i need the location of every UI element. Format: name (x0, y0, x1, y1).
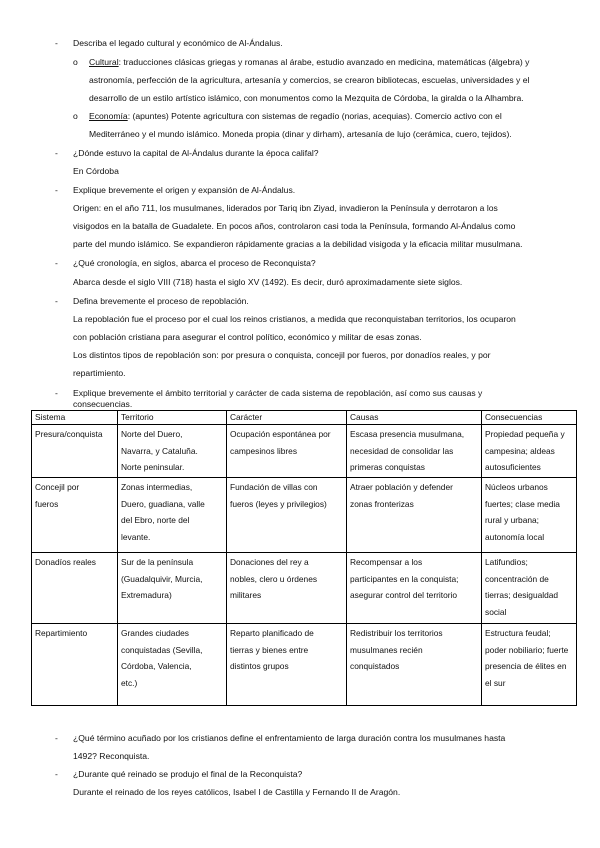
header-cell: Consecuencias (482, 411, 577, 425)
table-cell: Sur de la península (Guadalquivir, Murcia, Extremadura) (118, 553, 227, 624)
header-cell: Territorio (118, 411, 227, 425)
question-text: 1492? Reconquista. (73, 751, 150, 761)
table-cell: Estructura feudal; poder nobiliario; fuerte presencia de élites en el sur (482, 624, 577, 706)
question-text: ¿Dónde estuvo la capital de Al-Ándalus durante la época califal? (73, 148, 319, 158)
answer-text: Los distintos tipos de repoblación son: por presura o conquista, concejil por fueros, por donadíos reales, y por (73, 350, 491, 360)
table-cell: Reparto planificado de tierras y bienes entre distintos grupos (227, 624, 347, 706)
table-cell: Donaciones del rey a nobles, clero u órdenes militares (227, 553, 347, 624)
table-row (32, 478, 577, 553)
dash-marker: - (55, 388, 58, 398)
question-text: Explique brevemente el origen y expansión de Al-Ándalus. (73, 185, 296, 195)
question-text: Explique brevemente el ámbito territorial y carácter de cada sistema de repoblación, así como sus causas y (73, 388, 483, 398)
table-cell: Latifundios; concentración de tierras; desigualdad social (482, 553, 577, 624)
header-cell: Sistema (32, 411, 118, 425)
table-cell: Recompensar a los participantes en la conquista; asegurar control del territorio (347, 553, 482, 624)
cultural-label: Cultural (89, 57, 119, 67)
answer-text: La repoblación fue el proceso por el cual los reinos cristianos, a medida que reconquistaban territorios, los ocuparon (73, 314, 516, 324)
answer-text: Durante el reinado de los reyes católicos, Isabel I de Castilla y Fernando II de Aragón. (73, 787, 401, 797)
bullet-marker: o (73, 57, 78, 67)
dash-marker: - (55, 258, 58, 268)
answer-text: con población cristiana para asegurar el control político, económico y militar de esas zonas. (73, 332, 422, 342)
table-cell: Atraer población y defender zonas fronterizas (347, 478, 482, 553)
question-text: ¿Qué término acuñado por los cristianos define el enfrentamiento de larga duración contra los musulmanes hasta (73, 733, 506, 743)
table-cell: Zonas intermedias, Duero, guadiana, valle del Ebro, norte del levante. (118, 478, 227, 553)
bullet-marker: o (73, 111, 78, 121)
repoblacion-table (31, 410, 577, 706)
dash-marker: - (55, 296, 58, 306)
header-cell: Carácter (227, 411, 347, 425)
economia-text-1: (apuntes) Potente agricultura con sistemas de regadío (norias, acequias). Comercio activo con el (132, 111, 502, 121)
table-cell: Fundación de villas con fueros (leyes y privilegios) (227, 478, 347, 553)
table-cell: Propiedad pequeña y campesina; aldeas autosuficientes (482, 425, 577, 478)
economia-text-2: Mediterráneo y el mundo islámico. Moneda propia (dinar y dirham), artesanía de lujo (cerámica, cuero, tejidos). (89, 129, 512, 139)
cultural-text-1: traducciones clásicas griegas y romanas al árabe, estudio avanzado en medicina, matemáticas (álgebra) y (123, 57, 530, 67)
answer-text: Abarca desde el siglo VIII (718) hasta el siglo XV (1492). Es decir, duró aproximadamente siete siglos. (73, 277, 463, 287)
table-cell: Donadíos reales (32, 553, 118, 624)
dash-marker: - (55, 148, 58, 158)
table-cell: Repartimiento (32, 624, 118, 706)
dash-marker: - (55, 733, 58, 743)
cultural-text-3: desarrollo de un estilo artístico islámico, con monumentos como la Mezquita de Córdoba, la giralda o la Alhambra. (89, 93, 524, 103)
table-cell: Presura/conquista (32, 425, 118, 478)
table-cell: Redistribuir los territorios musulmanes recién conquistados (347, 624, 482, 706)
answer-text: Origen: en el año 711, los musulmanes, liderados por Tariq ibn Ziyad, invadieron la Península y derrotaron a los (73, 203, 498, 213)
table-cell: Núcleos urbanos fuertes; clase media rural y urbana; autonomía local (482, 478, 577, 553)
economia-text: Economía: (apuntes) Potente agricultura con sistemas de regadío (norias, acequias). Comercio activo con el (89, 111, 502, 121)
table-cell: Norte del Duero, Navarra, y Cataluña. Norte peninsular. (118, 425, 227, 478)
table-cell: Grandes ciudades conquistadas (Sevilla, Córdoba, Valencia, etc.) (118, 624, 227, 706)
dash-marker: - (55, 38, 58, 48)
question-text: consecuencias. (73, 399, 133, 409)
dash-marker: - (55, 185, 58, 195)
table-header-row (32, 411, 577, 425)
table-row (32, 624, 577, 706)
question-text: ¿Durante qué reinado se produjo el final de la Reconquista? (73, 769, 303, 779)
header-cell: Causas (347, 411, 482, 425)
answer-text: visigodos en la batalla de Guadalete. En pocos años, controlaron casi toda la Península, formando Al-Ándalus como (73, 221, 516, 231)
table-cell: Escasa presencia musulmana, necesidad de consolidar las primeras conquistas (347, 425, 482, 478)
cultural-text-2: astronomía, perfección de la agricultura, artesanía y comercios, se crearon bibliotecas, escuelas, universidades y el (89, 75, 530, 85)
table-cell: Ocupación espontánea por campesinos libres (227, 425, 347, 478)
question-text: ¿Qué cronología, en siglos, abarca el proceso de Reconquista? (73, 258, 316, 268)
table-row (32, 425, 577, 478)
question-text: Defina brevemente el proceso de repoblación. (73, 296, 249, 306)
question-text: Describa el legado cultural y económico de Al-Ándalus. (73, 38, 283, 48)
dash-marker: - (55, 769, 58, 779)
answer-text: parte del mundo islámico. Se expandieron rápidamente gracias a la debilidad visigoda y la eficacia militar musulmana. (73, 239, 523, 249)
table-cell: Concejil por fueros (32, 478, 118, 553)
table-row (32, 553, 577, 624)
cultural-text: Cultural: traducciones clásicas griegas y romanas al árabe, estudio avanzado en medicina, matemáticas (álgebra) y (89, 57, 530, 67)
economia-label: Economía (89, 111, 128, 121)
answer-text: En Córdoba (73, 166, 119, 176)
answer-text: repartimiento. (73, 368, 126, 378)
